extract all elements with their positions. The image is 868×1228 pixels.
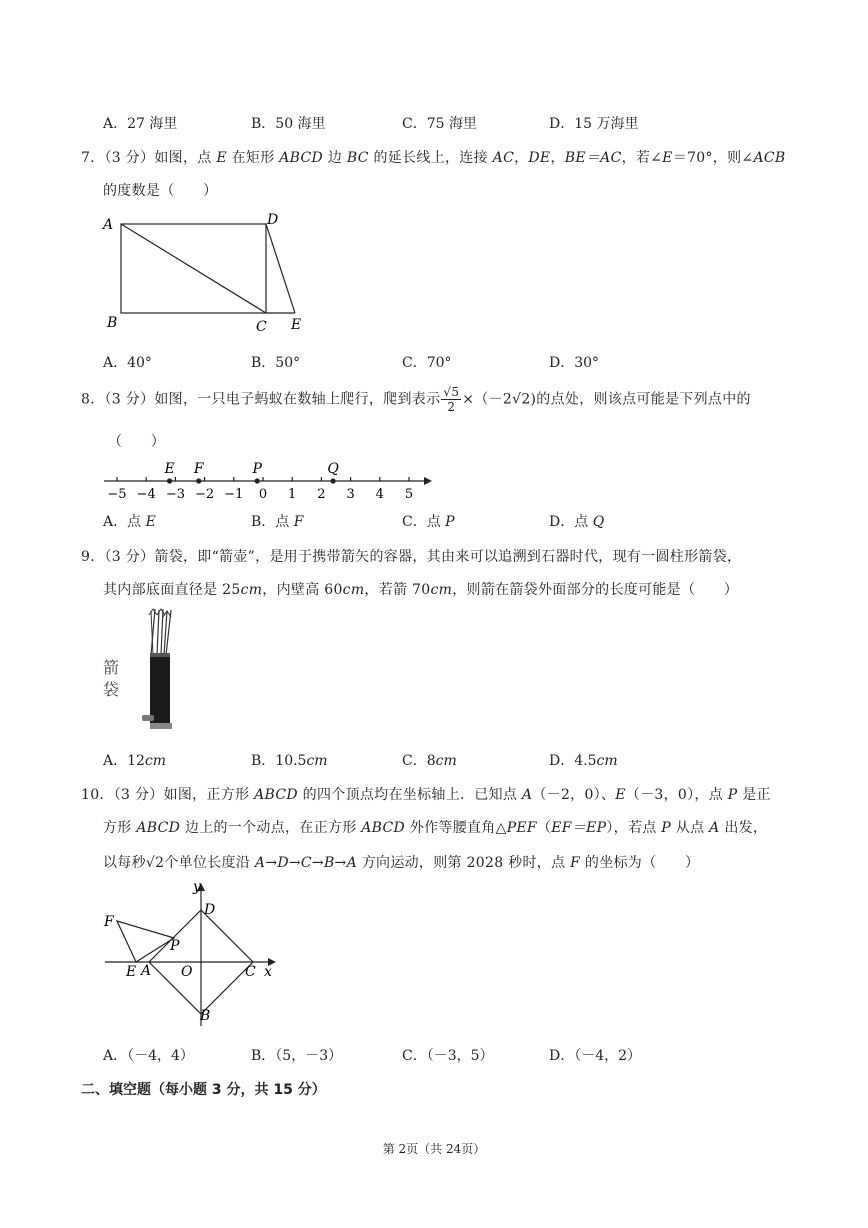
number-line-arrow bbox=[424, 477, 432, 485]
number-line-tick-label: 2 bbox=[317, 487, 326, 502]
q9-question-line2: 其内部底面直径是 25cm，内壁高 60cm，若箭 70cm，则箭在箭袋外面部分的长度可能是（ ） bbox=[103, 582, 739, 598]
q10-option-b: B．（5，－3） bbox=[251, 1048, 343, 1064]
q7-label-e: E bbox=[291, 317, 302, 333]
q7-label-c: C bbox=[256, 319, 267, 335]
q7-option-d: D．30° bbox=[549, 355, 600, 371]
number-line-point bbox=[330, 478, 335, 483]
q10-label-d: D bbox=[204, 902, 216, 918]
q7-label-a: A bbox=[103, 217, 114, 233]
number-line-point bbox=[167, 478, 172, 483]
q9-option-c: C．8cm bbox=[402, 753, 457, 769]
q8-fraction: $\frac{√5}{2}$ bbox=[443, 385, 460, 414]
q10-label-c: C bbox=[245, 964, 256, 980]
q10-question-line2: 方形 ABCD 边上的一个动点，在正方形 ABCD 外作等腰直角△PEF（EF＝EP），若点 P 从点 A 出发， bbox=[103, 820, 768, 836]
number-line-tick-label: 0 bbox=[258, 487, 268, 502]
number-line-tick-label: −1 bbox=[224, 487, 244, 502]
q7-option-c: C．70° bbox=[402, 355, 452, 371]
q8-question-line1: 8．（3 分）如图，一只电子蚂蚁在数轴上爬行，爬到表示 $\frac{√5}{2}$ ×（－2√2)的点处，则该点可能是下列点中的 bbox=[81, 385, 751, 414]
quiver-drawing bbox=[133, 607, 183, 737]
q10-label-b: B bbox=[200, 1008, 211, 1024]
q9-option-b: B．10.5cm bbox=[251, 753, 328, 769]
q10-question-line1: 10．（3 分）如图，正方形 ABCD 的四个顶点均在坐标轴上．已知点 A（－2，0）、E（－3，0），点 P 是正 bbox=[81, 787, 771, 803]
q10-option-d: D．（－4，2） bbox=[549, 1048, 642, 1064]
q7-option-b: B．50° bbox=[251, 355, 301, 371]
q7-label-b: B bbox=[107, 315, 118, 331]
number-line-tick-label: −2 bbox=[195, 487, 215, 502]
number-line-tick-label: 3 bbox=[346, 487, 355, 502]
q8-option-b: B．点 F bbox=[251, 514, 304, 530]
q6-option-b: B．50 海里 bbox=[251, 116, 326, 132]
q10-question-line3: 以每秒√2个单位长度沿 A→D→C→B→A 方向运动，则第 2028 秒时，点 F 的坐标为（ ） bbox=[103, 855, 700, 871]
q6-option-a: A．27 海里 bbox=[103, 116, 178, 132]
q10-option-c: C．（－3，5） bbox=[402, 1048, 494, 1064]
q6-option-c: C．75 海里 bbox=[402, 116, 477, 132]
number-line-tick-label: −3 bbox=[165, 487, 185, 502]
q10-label-p: P bbox=[170, 938, 180, 954]
q10-label-a: A bbox=[141, 963, 152, 979]
number-line-point-label: Q bbox=[327, 461, 339, 477]
q10-label-x: x bbox=[264, 964, 272, 980]
q10-label-o: O bbox=[181, 964, 193, 980]
q10-coordinate-figure bbox=[100, 878, 290, 1028]
q10-label-e: E bbox=[126, 964, 137, 980]
q7-question-line2: 的度数是（ ） bbox=[103, 183, 218, 199]
section-2-heading: 二、填空题（每小题 3 分，共 15 分） bbox=[81, 1082, 326, 1098]
q7-option-a: A．40° bbox=[103, 355, 152, 371]
q9-question-line1: 9．（3 分）箭袋，即“箭壶”，是用于携带箭矢的容器，其由来可以追溯到石器时代，现有一圆柱形箭袋， bbox=[81, 549, 742, 565]
q8-number-line bbox=[100, 455, 440, 505]
number-line-point bbox=[255, 478, 260, 483]
q7-question-line1: 7．（3 分）如图，点 E 在矩形 ABCD 边 BC 的延长线上，连接 AC，DE，BE＝AC，若∠E＝70°，则∠ACB bbox=[81, 150, 786, 166]
number-line-point-label: P bbox=[252, 461, 262, 477]
q9-option-a: A．12cm bbox=[103, 753, 167, 769]
q8-option-a: A．点 E bbox=[103, 514, 156, 530]
number-line-tick-label: 4 bbox=[375, 487, 384, 502]
number-line-point-label: F bbox=[193, 461, 204, 477]
number-line-tick-label: 5 bbox=[404, 487, 414, 502]
q7-label-d: D bbox=[267, 212, 279, 228]
quiver-caption: 箭袋 bbox=[103, 658, 120, 699]
number-line-tick-label: −4 bbox=[136, 487, 156, 502]
number-line-tick-label: 1 bbox=[288, 487, 297, 502]
q8-option-c: C．点 P bbox=[402, 514, 455, 530]
q10-option-a: A．（－4，4） bbox=[103, 1048, 194, 1064]
q6-option-d: D．15 万海里 bbox=[549, 116, 639, 132]
q7-rectangle-figure bbox=[100, 210, 320, 335]
number-line-point bbox=[196, 478, 201, 483]
q9-option-d: D．4.5cm bbox=[549, 753, 618, 769]
q10-label-f: F bbox=[104, 914, 114, 930]
page-footer: 第 2页（共 24页） bbox=[382, 1142, 486, 1156]
q8-question-line2: （ ） bbox=[108, 434, 166, 450]
number-line-point-label: E bbox=[164, 461, 175, 477]
q10-label-y: y bbox=[193, 879, 201, 895]
q8-option-d: D．点 Q bbox=[549, 514, 605, 530]
quiver-image bbox=[103, 607, 183, 737]
number-line-tick-label: −5 bbox=[107, 487, 127, 502]
